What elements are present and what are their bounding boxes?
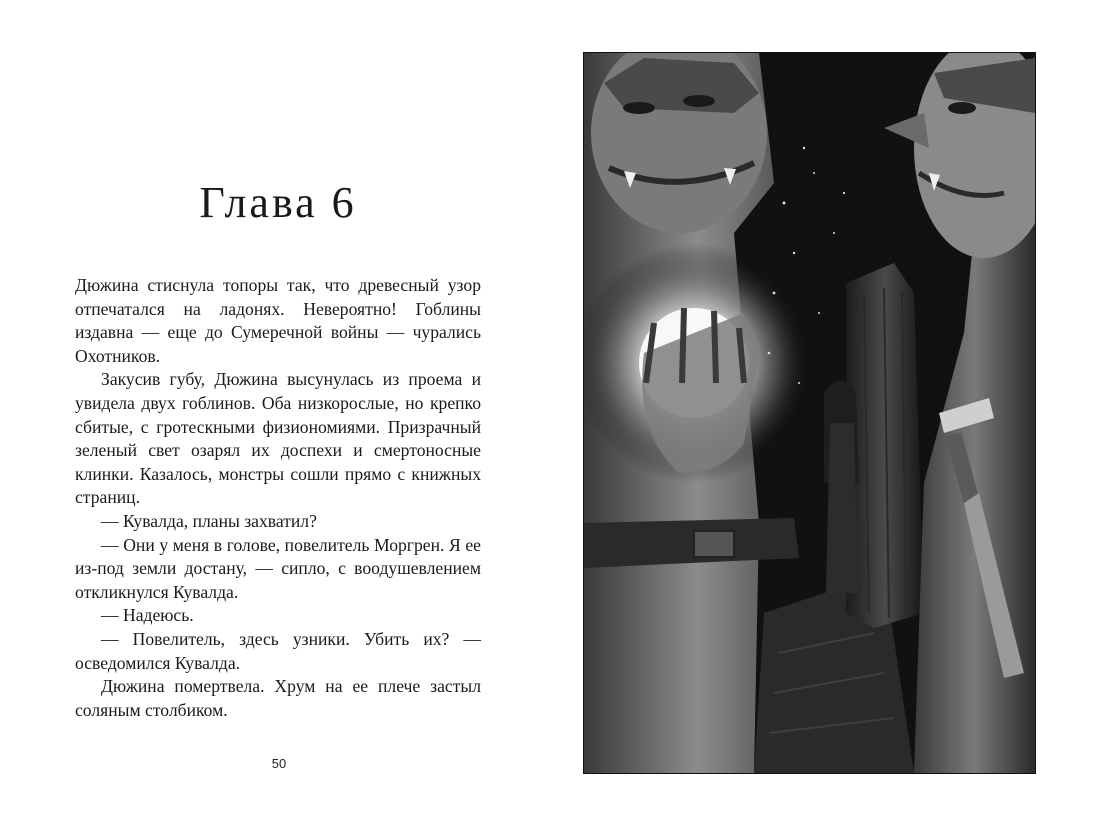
- paragraph: — Надеюсь.: [101, 605, 194, 626]
- illustration: [583, 52, 1036, 774]
- paragraph: — Они у меня в голове, повелитель Моргрен. Я ее из-под земли достану, — сипло, с воодушевлением откликнулся Кувалда.: [75, 534, 481, 602]
- page-number: 50: [271, 756, 287, 771]
- paragraph: Дюжина помертвела. Хрум на ее плече застыл соляным столбиком.: [75, 676, 481, 720]
- chapter-title: Глава 6: [199, 178, 357, 228]
- chapter-body: [75, 274, 481, 722]
- paragraph: Дюжина стиснула топоры так, что древесный узор отпечатался на ладонях. Невероятно! Гоблины издавна — еще до Сумеречной войны — чурались Охотников.: [75, 275, 481, 366]
- illustration-goblins-cave-icon: [584, 53, 1035, 773]
- paragraph: Закусив губу, Дюжина высунулась из проема и увидела двух гоблинов. Оба низкорослые, но крепко сбитые, с гротескными физиономиями. Призрачный зеленый свет озарял их доспехи и смертоносные клинки. Казалось, монстры сошли прямо с книжных страниц.: [75, 369, 481, 508]
- paragraph: — Кувалда, планы захватил?: [101, 510, 317, 531]
- paragraph: — Повелитель, здесь узники. Убить их? — осведомился Кувалда.: [75, 628, 481, 673]
